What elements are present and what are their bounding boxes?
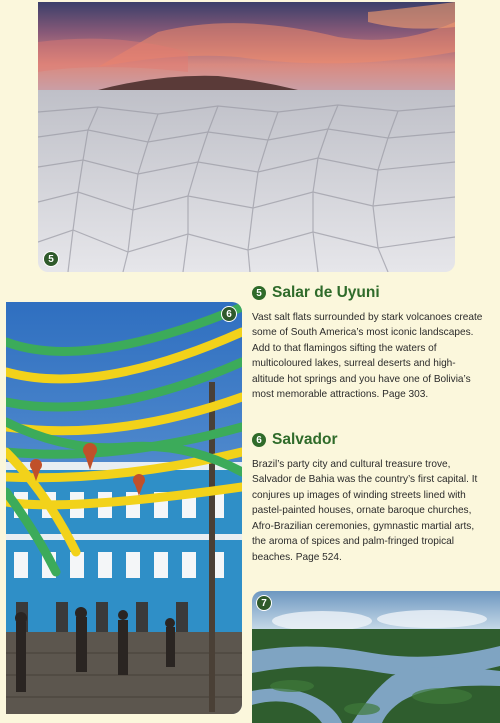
entry-heading [252, 431, 484, 449]
photo-badge: 5 [43, 251, 59, 267]
salvador-photo [6, 302, 242, 714]
river-forest-image [252, 591, 500, 723]
entry-title: Salvador [272, 431, 338, 448]
entry-number: 5 [252, 286, 266, 300]
salar-de-uyuni-photo [38, 2, 455, 272]
entry-body: Vast salt flats surrounded by stark volcanoes create some of South America’s most iconic landscapes. Add to that flamingos sifting the waters of multicoloured lakes, surreal deserts and high-altitude hot springs and you have one of Bolivia’s most memorable attractions. Page 303. [252, 312, 483, 401]
entry-body: Brazil’s party city and cultural treasure trove, Salvador de Bahia was the country’s first capital. It conjures up images of winding streets lined with pastel-painted houses, ornate baroque churches, Afro-Brazilian ceremonies, gymnastic martial arts, the aroma of spices and palm-fringed tropical beaches. Page 524. [252, 459, 478, 563]
entry-number: 6 [252, 433, 266, 447]
entry-title: Salar de Uyuni [272, 284, 380, 301]
amazon-river-photo [252, 591, 500, 723]
photo-badge: 7 [256, 595, 272, 611]
salt-flats-image [38, 2, 455, 272]
entry-salar-de-uyuni [252, 284, 484, 403]
entry-salvador [252, 431, 484, 565]
photo-badge: 6 [221, 306, 237, 322]
entry-heading [252, 284, 484, 302]
salvador-street-image [6, 302, 242, 714]
